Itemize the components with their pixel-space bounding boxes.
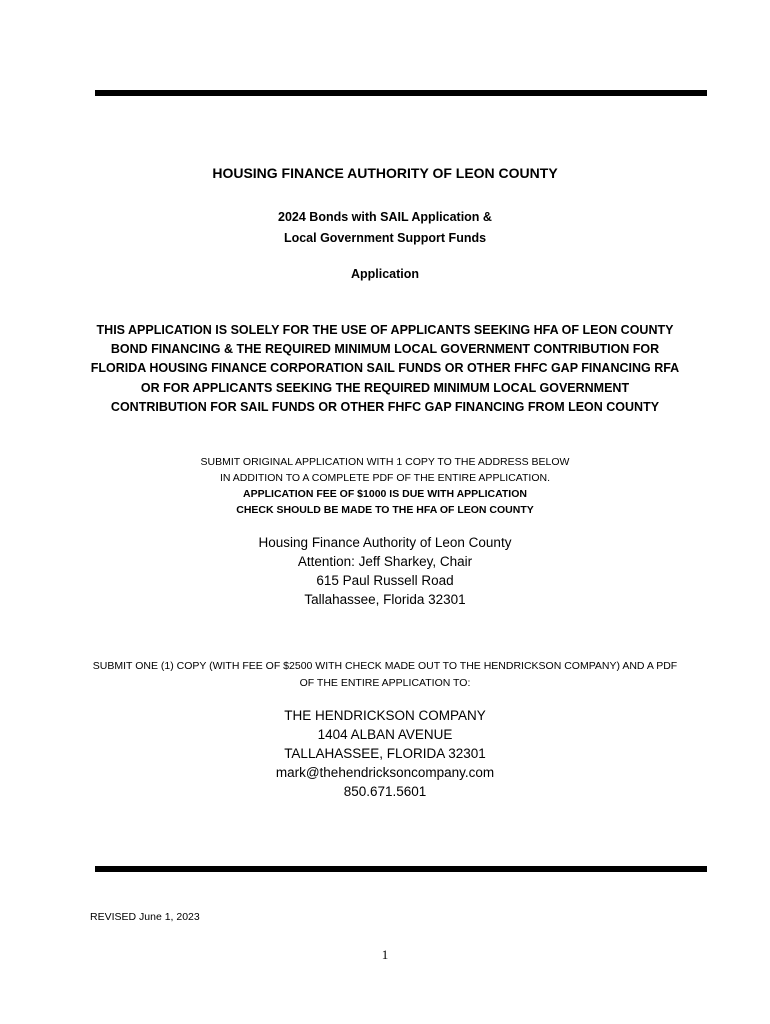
- top-divider: [95, 90, 707, 96]
- subtitle-line: 2024 Bonds with SAIL Application &: [278, 210, 492, 224]
- notice-line: FLORIDA HOUSING FINANCE CORPORATION SAIL FUNDS OR OTHER FHFC GAP FINANCING RFA: [90, 361, 680, 376]
- notice-line: OR FOR APPLICANTS SEEKING THE REQUIRED MINIMUM LOCAL GOVERNMENT: [140, 380, 630, 395]
- address-line: Housing Finance Authority of Leon County: [258, 535, 512, 550]
- fee-line: APPLICATION FEE OF $1000 IS DUE WITH APPLICATION: [243, 488, 527, 500]
- revision-date: REVISED June 1, 2023: [90, 911, 200, 923]
- subtitle-line: Local Government Support Funds: [283, 231, 487, 245]
- hendrickson-address: [0, 706, 770, 801]
- instruction-line: IN ADDITION TO A COMPLETE PDF OF THE ENTIRE APPLICATION.: [219, 472, 551, 484]
- instruction-line: SUBMIT ONE (1) COPY (WITH FEE OF $2500 WITH CHECK MADE OUT TO THE HENDRICKSON COMPANY) AND A PDF: [92, 660, 678, 672]
- hfa-submission-instructions: [0, 454, 770, 518]
- address-line: 1404 ALBAN AVENUE: [317, 727, 453, 742]
- notice-line: CONTRIBUTION FOR SAIL FUNDS OR OTHER FHFC GAP FINANCING FROM LEON COUNTY: [110, 399, 660, 414]
- email-link[interactable]: mark@thehendricksoncompany.com: [275, 765, 495, 780]
- subtitle: [0, 207, 770, 249]
- address-line: TALLAHASSEE, FLORIDA 32301: [284, 746, 486, 761]
- notice-line: THIS APPLICATION IS SOLELY FOR THE USE OF APPLICANTS SEEKING HFA OF LEON COUNTY: [96, 323, 674, 337]
- eligibility-notice: [0, 321, 770, 417]
- address-line: THE HENDRICKSON COMPANY: [284, 708, 486, 723]
- page-title: HOUSING FINANCE AUTHORITY OF LEON COUNTY: [212, 165, 558, 181]
- hendrickson-submission-instructions: [0, 658, 770, 692]
- check-line: CHECK SHOULD BE MADE TO THE HFA OF LEON COUNTY: [236, 504, 534, 516]
- address-line: Tallahassee, Florida 32301: [304, 592, 466, 607]
- phone-number: 850.671.5601: [343, 784, 427, 799]
- address-line: Attention: Jeff Sharkey, Chair: [297, 554, 473, 569]
- application-label: Application: [350, 267, 420, 281]
- address-line: 615 Paul Russell Road: [316, 573, 454, 588]
- page-number: 1: [381, 947, 389, 962]
- notice-line: BOND FINANCING & THE REQUIRED MINIMUM LOCAL GOVERNMENT CONTRIBUTION FOR: [110, 342, 660, 357]
- instruction-line: SUBMIT ORIGINAL APPLICATION WITH 1 COPY TO THE ADDRESS BELOW: [200, 456, 570, 468]
- instruction-line: OF THE ENTIRE APPLICATION TO:: [299, 677, 471, 689]
- bottom-divider: [95, 866, 707, 872]
- hfa-address: [0, 533, 770, 609]
